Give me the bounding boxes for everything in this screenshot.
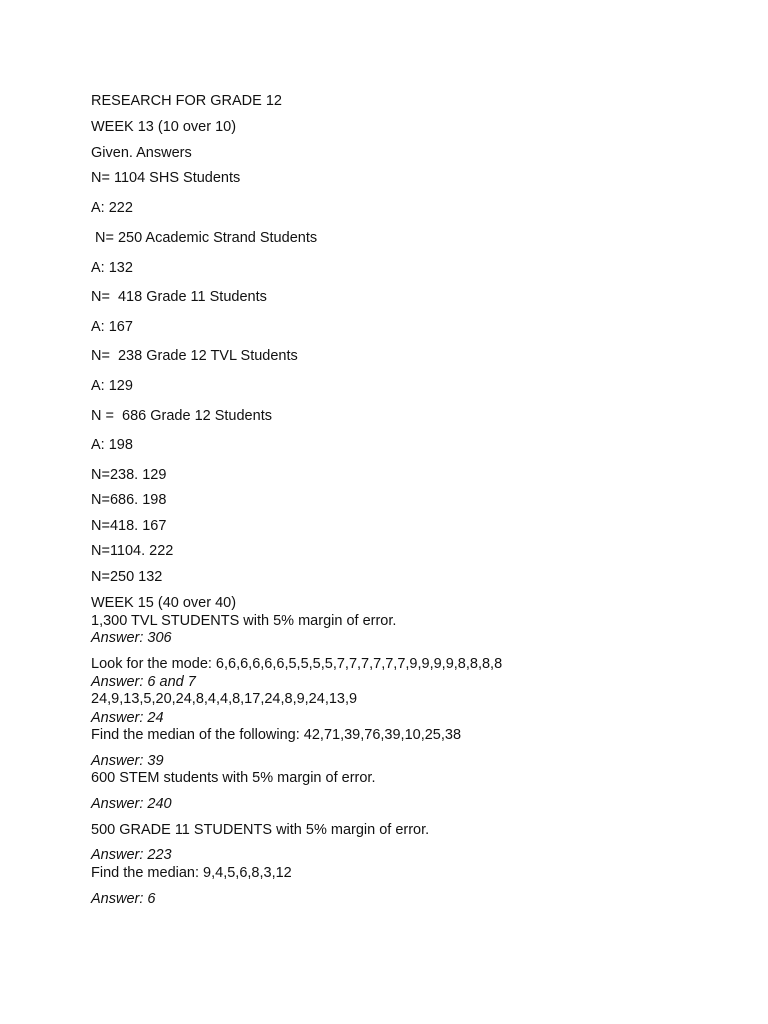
text-line: N= 1104 SHS Students bbox=[91, 170, 241, 186]
text-line: N=238. 129 bbox=[91, 467, 167, 483]
text-line: N= 238 Grade 12 TVL Students bbox=[91, 348, 298, 364]
week-13-heading: WEEK 13 (10 over 10) bbox=[91, 119, 237, 135]
answer-line: Answer: 240 bbox=[91, 796, 172, 812]
week-15-heading: WEEK 15 (40 over 40) bbox=[91, 595, 237, 611]
text-line: A: 129 bbox=[91, 378, 133, 394]
answer-line: Answer: 306 bbox=[91, 630, 172, 646]
text-line: N=250 132 bbox=[91, 569, 163, 585]
text-line: A: 198 bbox=[91, 437, 133, 453]
answer-line: Answer: 223 bbox=[91, 847, 172, 863]
text-line: Given. Answers bbox=[91, 145, 192, 161]
question-line: 24,9,13,5,20,24,8,4,4,8,17,24,8,9,24,13,9 bbox=[91, 691, 358, 707]
text-line: N = 686 Grade 12 Students bbox=[91, 408, 272, 424]
question-line: Find the median of the following: 42,71,39,76,39,10,25,38 bbox=[91, 727, 462, 743]
answer-line: Answer: 6 bbox=[91, 891, 156, 907]
text-line: A: 132 bbox=[91, 260, 133, 276]
text-line: A: 167 bbox=[91, 319, 133, 335]
document-title: RESEARCH FOR GRADE 12 bbox=[91, 93, 282, 109]
text-line: N=1104. 222 bbox=[91, 543, 174, 559]
question-line: Find the median: 9,4,5,6,8,3,12 bbox=[91, 865, 292, 881]
question-line: 1,300 TVL STUDENTS with 5% margin of error. bbox=[91, 613, 397, 629]
text-line: N=686. 198 bbox=[91, 492, 167, 508]
question-line: 500 GRADE 11 STUDENTS with 5% margin of error. bbox=[91, 822, 430, 838]
text-line: N=418. 167 bbox=[91, 518, 167, 534]
answer-line: Answer: 24 bbox=[91, 710, 164, 726]
text-line: N= 250 Academic Strand Students bbox=[91, 230, 318, 246]
question-line: 600 STEM students with 5% margin of error. bbox=[91, 770, 376, 786]
text-line: A: 222 bbox=[91, 200, 133, 216]
question-line: Look for the mode: 6,6,6,6,6,6,5,5,5,5,7,7,7,7,7,7,9,9,9,9,8,8,8,8 bbox=[91, 656, 503, 672]
answer-line: Answer: 6 and 7 bbox=[91, 674, 196, 690]
text-line: N= 418 Grade 11 Students bbox=[91, 289, 267, 305]
answer-line: Answer: 39 bbox=[91, 753, 164, 769]
